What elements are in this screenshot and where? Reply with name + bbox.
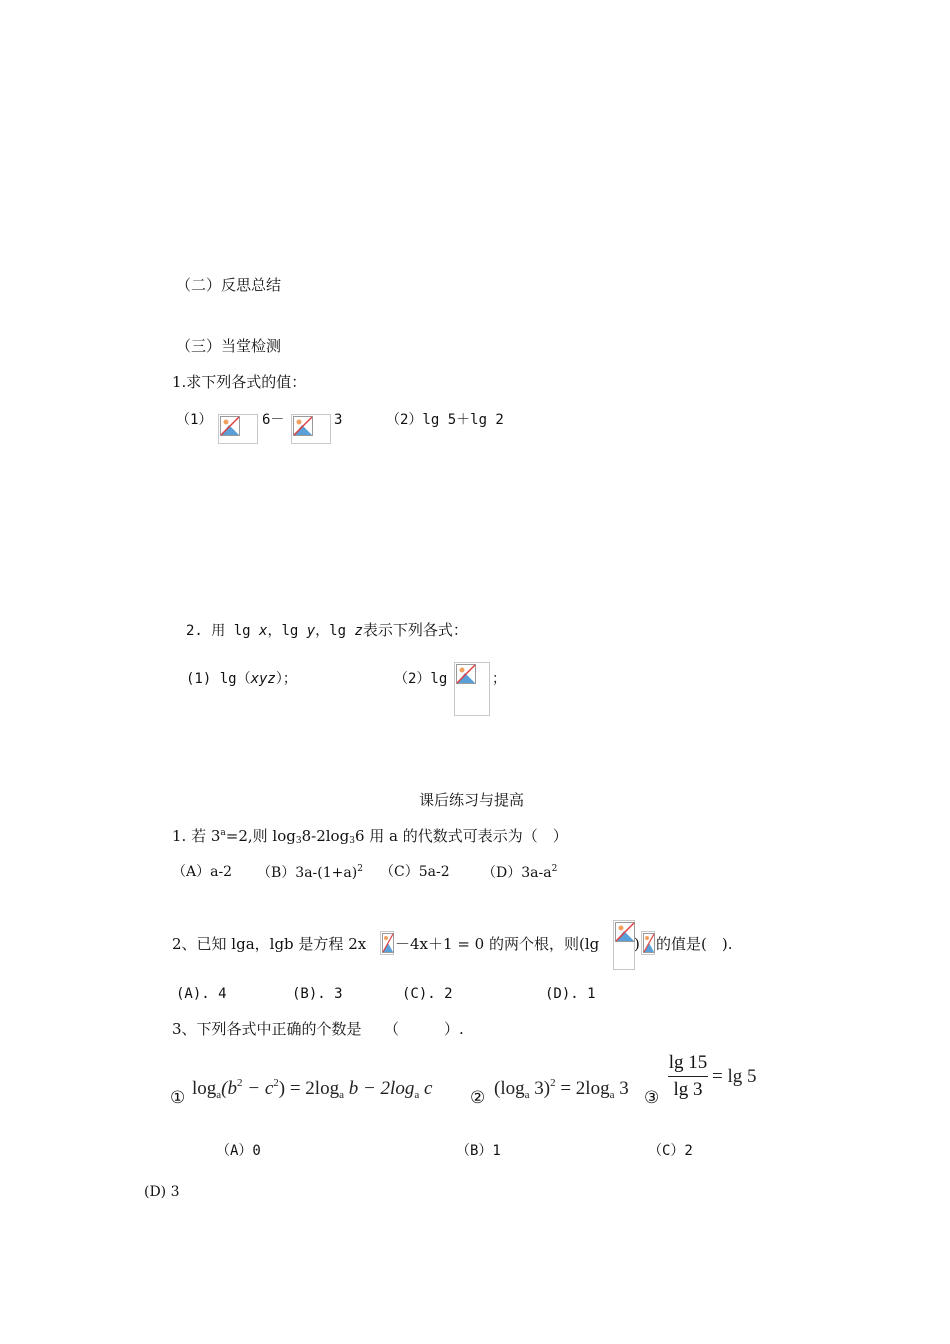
hw1-stem <box>172 829 568 846</box>
hw3-opt-a: （A）0 <box>216 1143 261 1159</box>
hw2-stem-d: 的值是( ). <box>656 935 733 953</box>
q2-part2-label: （2）lg <box>394 671 448 687</box>
e1sub3: a <box>414 1089 420 1101</box>
q2-stem-a: 2. 用 lg <box>186 623 260 639</box>
broken-image-icon <box>291 414 331 444</box>
e2d: 3 <box>614 1078 629 1099</box>
frac-rhs: = lg 5 <box>712 1066 757 1087</box>
sep1: ，lg <box>267 623 307 639</box>
hw1-sub1: 3 <box>295 836 302 846</box>
homework-title: 课后练习与提高 <box>419 791 525 809</box>
e1sub: a <box>216 1089 222 1101</box>
hw3-opt-d: (D) 3 <box>144 1184 180 1200</box>
hw1-stem-a: 1. 若 3 <box>172 827 221 845</box>
q1-part1-mid: 6－ <box>262 412 285 428</box>
var-y: y <box>306 623 316 639</box>
q1-part1-label: （1） <box>176 412 213 428</box>
hw3-opt-b: （B）1 <box>456 1143 501 1159</box>
q2-part1-a: (1) lg（ <box>186 671 251 687</box>
e1sub2: a <box>339 1089 344 1101</box>
hw2-stem-a: 2、已知 lga，lgb 是方程 2x <box>172 935 367 953</box>
reflection-title: （二）反思总结 <box>176 276 282 294</box>
fraction <box>668 1052 708 1101</box>
e1f: c <box>419 1078 433 1099</box>
e2b: 3) <box>529 1078 551 1099</box>
hw1-opt-c: （C）5a-2 <box>380 864 450 880</box>
e2sup: 2 <box>550 1077 556 1089</box>
broken-image-icon <box>380 931 394 955</box>
e1e: b − 2log <box>343 1078 415 1099</box>
q2-part2-end: ； <box>492 671 506 687</box>
sep2: ，lg <box>315 623 355 639</box>
e2sub: a <box>524 1089 530 1101</box>
e1b: (b <box>221 1078 237 1099</box>
frac-den: lg 3 <box>673 1079 703 1100</box>
hw1-stem-d: 6 用 a 的代数式可表示为（ ） <box>354 827 568 845</box>
hw1-opt-d-text: （D）3a-a <box>482 865 552 881</box>
e2a: (log <box>494 1078 525 1099</box>
hw3-stem: 3、下列各式中正确的个数是 （ ）. <box>172 1020 464 1038</box>
hw1-opt-b <box>257 865 363 880</box>
expr2 <box>494 1078 629 1101</box>
hw1-opt-b-text: （B）3a-(1+a) <box>257 865 358 881</box>
hw1-sup: a <box>220 828 226 838</box>
var-x: x <box>259 623 268 639</box>
q1-part1-end: 3 <box>334 412 343 428</box>
hw2-opt-b: (B). 3 <box>292 986 343 1002</box>
hw1-sub2: 3 <box>349 836 355 846</box>
broken-image-icon <box>641 931 655 955</box>
hw1-opt-d-sup: 2 <box>551 864 558 874</box>
frac-bar <box>668 1076 708 1077</box>
hw1-opt-a: （A）a-2 <box>172 864 233 880</box>
broken-image-icon <box>218 414 258 444</box>
e1d: ) = 2log <box>278 1078 340 1099</box>
circle-2: ② <box>470 1088 486 1108</box>
hw1-opt-d <box>482 865 557 880</box>
var-z: z <box>354 623 363 639</box>
circle-1: ① <box>170 1088 186 1108</box>
var-xyz: xyz <box>250 671 276 687</box>
q2-stem-b: 表示下列各式： <box>362 621 468 639</box>
e1c: − c <box>242 1078 274 1099</box>
hw1-opt-b-sup: 2 <box>357 864 363 874</box>
e2sub2: a <box>609 1089 615 1101</box>
hw2-opt-c: (C). 2 <box>402 986 453 1002</box>
circle-3: ③ <box>644 1088 660 1108</box>
q1-part2: （2）lg 5＋lg 2 <box>386 412 504 428</box>
q1-stem: 1.求下列各式的值： <box>172 373 307 391</box>
e2c: = 2log <box>555 1078 610 1099</box>
hw2-stem-b: －4x＋1 = 0 的两个根，则(lg <box>395 935 600 953</box>
check-title: （三）当堂检测 <box>176 337 282 355</box>
hw1-stem-c: 8-2log <box>301 827 350 845</box>
expr1 <box>192 1078 432 1101</box>
q2-stem <box>186 623 468 638</box>
e1a: log <box>192 1078 217 1099</box>
hw3-opt-c: （C）2 <box>648 1143 693 1159</box>
e1sup2: 2 <box>273 1077 279 1089</box>
q2-part1 <box>186 672 297 686</box>
q2-part1-b: ）； <box>275 671 297 687</box>
frac-num: lg 15 <box>668 1052 708 1073</box>
hw2-opt-a: (A). 4 <box>176 986 227 1002</box>
broken-image-icon <box>454 662 490 716</box>
e1sup1: 2 <box>237 1077 243 1089</box>
hw1-stem-b: =2,则 log <box>225 827 296 845</box>
broken-image-icon <box>613 920 635 970</box>
hw2-opt-d: (D). 1 <box>545 986 596 1002</box>
hw2-stem-c: ) <box>634 935 640 953</box>
